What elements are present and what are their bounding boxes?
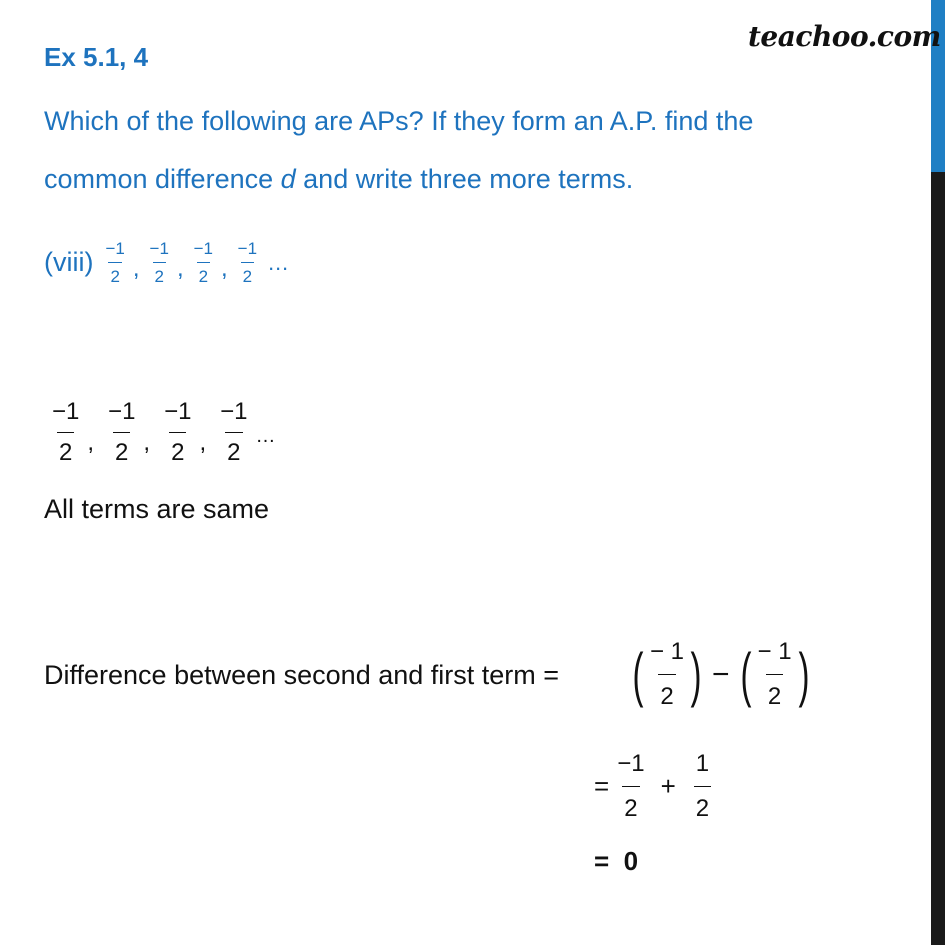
fraction (218, 400, 249, 465)
denominator: 2 (225, 432, 242, 465)
fraction (756, 640, 794, 709)
numerator: −1 (105, 239, 125, 258)
denominator: 2 (153, 262, 166, 285)
right-paren: ) (690, 640, 702, 708)
fraction (148, 240, 171, 285)
minus-sign: − (712, 657, 730, 691)
denominator: 2 (197, 262, 210, 285)
numerator: −1 (149, 239, 169, 258)
question-line-2 (44, 164, 633, 195)
exercise-title: Ex 5.1, 4 (44, 42, 149, 72)
step-two-expression (594, 752, 711, 821)
denominator: 2 (113, 432, 130, 465)
difference-expression (628, 640, 814, 709)
scrollbar[interactable] (931, 0, 945, 945)
left-paren: ( (740, 640, 752, 708)
denominator: 2 (108, 262, 121, 285)
variable-d: d (280, 164, 296, 194)
comma: , (143, 428, 151, 456)
ellipsis: … (267, 249, 290, 275)
comma: , (87, 428, 95, 456)
comma: , (176, 254, 184, 282)
numerator: −1 (220, 398, 248, 425)
numerator: −1 (164, 398, 192, 425)
question-line-1: Which of the following are APs? If they form an A.P. find the (44, 106, 754, 136)
note-all-terms-same: All terms are same (44, 494, 270, 524)
teachoo-logo: teachoo.com (748, 20, 941, 53)
fraction (192, 240, 215, 285)
fraction (615, 752, 646, 821)
question-line-2-end: and write three more terms. (295, 164, 634, 194)
fraction (106, 400, 137, 465)
ellipsis: … (255, 425, 276, 447)
numerator: −1 (617, 750, 645, 777)
numerator: 1 (695, 750, 710, 777)
right-paren: ) (798, 640, 810, 708)
equals-sign: = (594, 771, 610, 801)
final-result: = 0 (594, 846, 639, 876)
denominator: 2 (622, 786, 639, 821)
numerator: −1 (237, 239, 258, 258)
denominator: 2 (169, 432, 186, 465)
fraction (162, 400, 193, 465)
comma: , (199, 428, 207, 456)
fraction (648, 640, 686, 709)
denominator: 2 (241, 262, 254, 285)
numerator: −1 (52, 398, 80, 425)
numerator: − 1 (757, 638, 792, 665)
fraction (103, 240, 126, 285)
comma: , (221, 254, 228, 282)
question-line-2-text: common difference (44, 164, 281, 194)
fraction (694, 752, 711, 821)
difference-label: Difference between second and first term = (44, 660, 560, 690)
plus-sign: + (660, 771, 676, 801)
left-paren: ( (632, 640, 644, 708)
numerator: − 1 (649, 638, 685, 665)
numerator: −1 (108, 398, 136, 425)
fraction (50, 400, 81, 465)
denominator: 2 (57, 432, 74, 465)
denominator: 2 (766, 674, 783, 709)
part-label: (viii) (44, 247, 94, 277)
question-sequence (44, 240, 289, 285)
comma: , (132, 254, 140, 282)
denominator: 2 (694, 786, 711, 821)
solution-sequence (48, 400, 276, 465)
denominator: 2 (658, 674, 675, 709)
fraction (236, 240, 259, 285)
numerator: −1 (193, 239, 213, 258)
